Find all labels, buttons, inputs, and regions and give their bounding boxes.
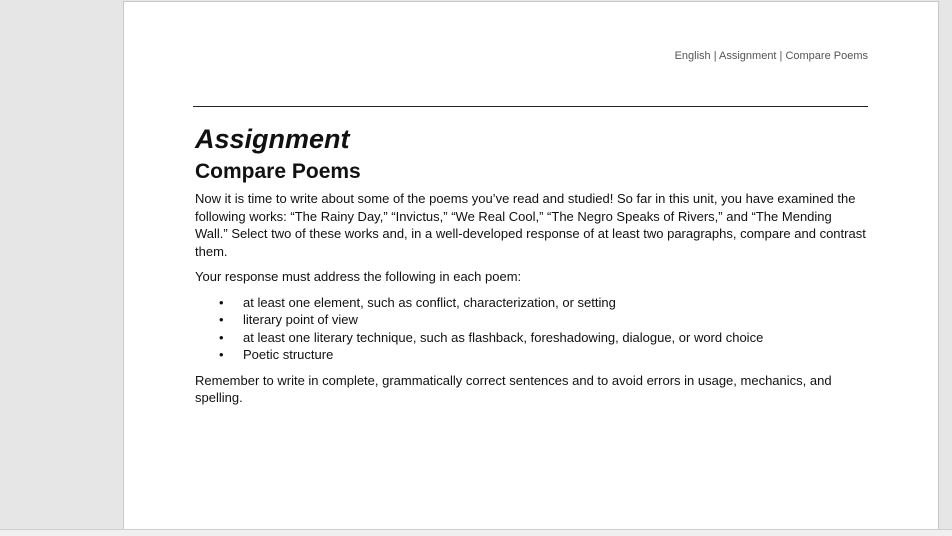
page-header: English | Assignment | Compare Poems (674, 50, 868, 62)
list-item-text: at least one literary technique, such as flashback, foreshadowing, dialogue, or word choice (243, 329, 764, 345)
document-subtitle: Compare Poems (195, 160, 361, 183)
list-item-text: Poetic structure (243, 347, 334, 362)
header-divider (193, 106, 868, 107)
list-item (195, 294, 866, 312)
list-item-text: literary point of view (243, 312, 358, 327)
bullet-icon: • (219, 294, 224, 310)
document-title: Assignment (195, 124, 350, 154)
closing-paragraph: Remember to write in complete, grammatically correct sentences and to avoid errors in usage, mechanics, and spelling. (195, 372, 832, 405)
requirements-list (195, 294, 866, 364)
bullet-icon: • (219, 312, 224, 327)
list-item (195, 346, 866, 364)
requirements-paragraph: Your response must address the following in each poem: (195, 269, 522, 284)
document-body[interactable] (195, 122, 866, 415)
status-bar (0, 529, 952, 536)
list-item (195, 329, 866, 347)
bullet-icon: • (219, 347, 224, 362)
document-page (123, 1, 939, 531)
list-item-text: at least one element, such as conflict, characterization, or setting (243, 294, 616, 310)
bullet-icon: • (219, 329, 224, 345)
list-item (195, 311, 866, 329)
intro-paragraph: Now it is time to write about some of the poems you’ve read and studied! So far in this unit, you have examined the following works: “The Rainy Day,” “Invictus,” “We Real Cool,” “The Negro Speaks of Rivers,” and “The Mending Wall.” Select two of these works and, in a well-developed response of at least two paragraphs, compare and contrast them. (195, 191, 866, 259)
